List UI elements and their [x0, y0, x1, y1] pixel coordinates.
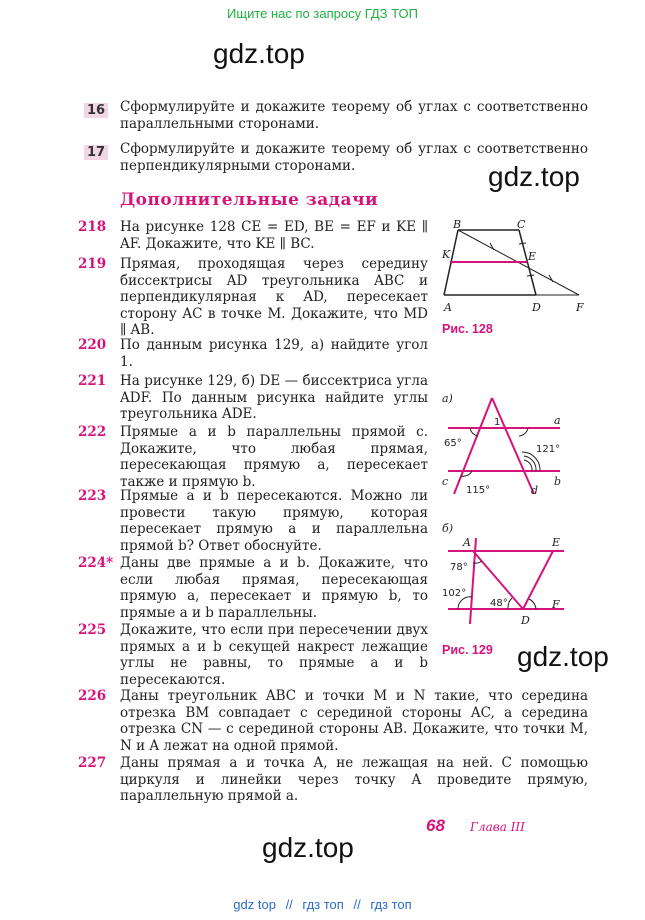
angle-label: 121°: [536, 444, 561, 455]
footer-separator: //: [285, 897, 293, 912]
footer-link[interactable]: гдз топ: [370, 897, 412, 912]
problem-text: Прямая, проходящая через середину биссектрисы AD треугольника ABC и перпендикулярная к AD, пересекает сторону AC в точке M. Докажите, что MD ∥ AB.: [120, 256, 428, 338]
angle-label: 48°: [490, 598, 508, 609]
problem-number: 220: [78, 337, 107, 353]
tick-mark: [519, 243, 526, 244]
problem-number: 222: [78, 424, 107, 440]
point-label: D: [521, 614, 530, 626]
problem-number: 218: [78, 219, 107, 235]
point-label: E: [552, 536, 561, 549]
point-label: C: [517, 218, 526, 231]
problem-text: Докажите, что если при пересечении двух прямых a и b секущей накрест лежащие углы не равны, то прямые a и b пересекаются.: [120, 622, 428, 688]
problem-number: 226: [78, 688, 107, 704]
review-question-text: Сформулируйте и докажите теорему об углах с соответственно параллельными сторонами.: [120, 99, 588, 132]
problem-number: 219: [78, 256, 107, 272]
problem-number: 223: [78, 488, 107, 504]
question-number: 17: [84, 145, 108, 160]
figure-128: [436, 218, 596, 318]
line-label: a: [554, 414, 561, 427]
point-label: A: [463, 536, 471, 549]
footer-link[interactable]: гдз топ: [302, 897, 344, 912]
footer-link[interactable]: gdz top: [233, 897, 276, 912]
segment-de: [523, 551, 553, 609]
review-question-text: Сформулируйте и докажите теорему об углах с соответственно перпендикулярными сторонами.: [120, 141, 588, 174]
problem-number: 227: [78, 755, 107, 771]
angle-arc: [508, 598, 512, 609]
figure-part-label: а): [442, 392, 453, 405]
angle-arc: [524, 460, 532, 471]
figure-129b: [436, 518, 576, 626]
point-label: F: [552, 598, 560, 611]
watermark: gdz.top: [517, 641, 609, 672]
footer: [0, 897, 645, 912]
figure-caption: Рис. 129: [442, 643, 493, 657]
point-label: E: [528, 250, 537, 263]
angle-label: 102°: [442, 588, 467, 599]
angle-arc: [529, 599, 536, 609]
problem-text: Прямые a и b параллельны прямой c. Докажите, что любая прямая, пересекающая прямую a, пересекает также и прямую b.: [120, 424, 428, 490]
point-label: F: [576, 301, 584, 314]
tick-mark: [527, 275, 534, 276]
angle-label: 78°: [450, 562, 468, 573]
tick-mark: [549, 275, 553, 282]
top-banner[interactable]: Ищите нас по запросу ГДЗ ТОП: [227, 6, 418, 21]
problem-text: Прямые a и b пересекаются. Можно ли провести такую прямую, которая пересекает прямую a и параллельна прямой b? Ответ обоснуйте.: [120, 488, 428, 554]
line-d: [492, 398, 534, 494]
angle-label: 65°: [444, 438, 462, 449]
line-label: b: [554, 475, 562, 488]
point-label: A: [444, 301, 452, 314]
figure-part-label: б): [442, 522, 454, 535]
problem-text: Даны треугольник ABC и точки M и N такие, что середина отрезка BM совпадает с серединой стороны AC, а середина отрезка CN — с серединой стороны AB. Докажите, что точки M, N и A лежат на одной прямой.: [120, 688, 588, 754]
angle-arc: [519, 428, 528, 436]
figure-129a: [436, 388, 576, 500]
problem-number: 221: [78, 373, 107, 389]
angle-label: 1: [494, 417, 501, 428]
watermark: gdz.top: [213, 38, 305, 69]
watermark: gdz.top: [488, 161, 580, 192]
problem-text: На рисунке 128 CE = ED, BE = EF и KE ∥ AF. Докажите, что KE ∥ BC.: [120, 219, 428, 252]
line-label: c: [442, 475, 449, 488]
question-number: 16: [84, 103, 108, 118]
review-question: [84, 141, 108, 160]
section-title: Дополнительные задачи: [120, 190, 379, 210]
problem-text: Даны прямая a и точка A, не лежащая на ней. С помощью циркуля и линейки через точку A проведите прямую, параллельную прямой a.: [120, 755, 588, 804]
page-number: 68: [426, 816, 445, 835]
point-label: B: [453, 218, 462, 231]
line-label: d: [531, 484, 539, 497]
problem-text: Даны две прямые a и b. Докажите, что если любая прямая, пересекающая прямую a, пересекает и прямую b, то прямые a и b параллельны.: [120, 555, 428, 621]
point-label: D: [532, 301, 541, 314]
problem-number: 224*: [78, 555, 114, 571]
watermark: gdz.top: [262, 832, 354, 863]
figure-caption: Рис. 128: [442, 322, 493, 336]
review-question: [84, 99, 108, 118]
chapter-label: Глава III: [470, 820, 525, 834]
angle-label: 115°: [466, 485, 491, 496]
tick-mark: [490, 243, 494, 250]
problem-text: На рисунке 129, б) DE — биссектриса угла ADF. По данным рисунка найдите углы треугольника ADE.: [120, 373, 428, 422]
problem-number: 225: [78, 622, 107, 638]
point-label: K: [442, 248, 451, 261]
problem-text: По данным рисунка 129, а) найдите угол 1.: [120, 337, 428, 370]
footer-separator: //: [353, 897, 361, 912]
